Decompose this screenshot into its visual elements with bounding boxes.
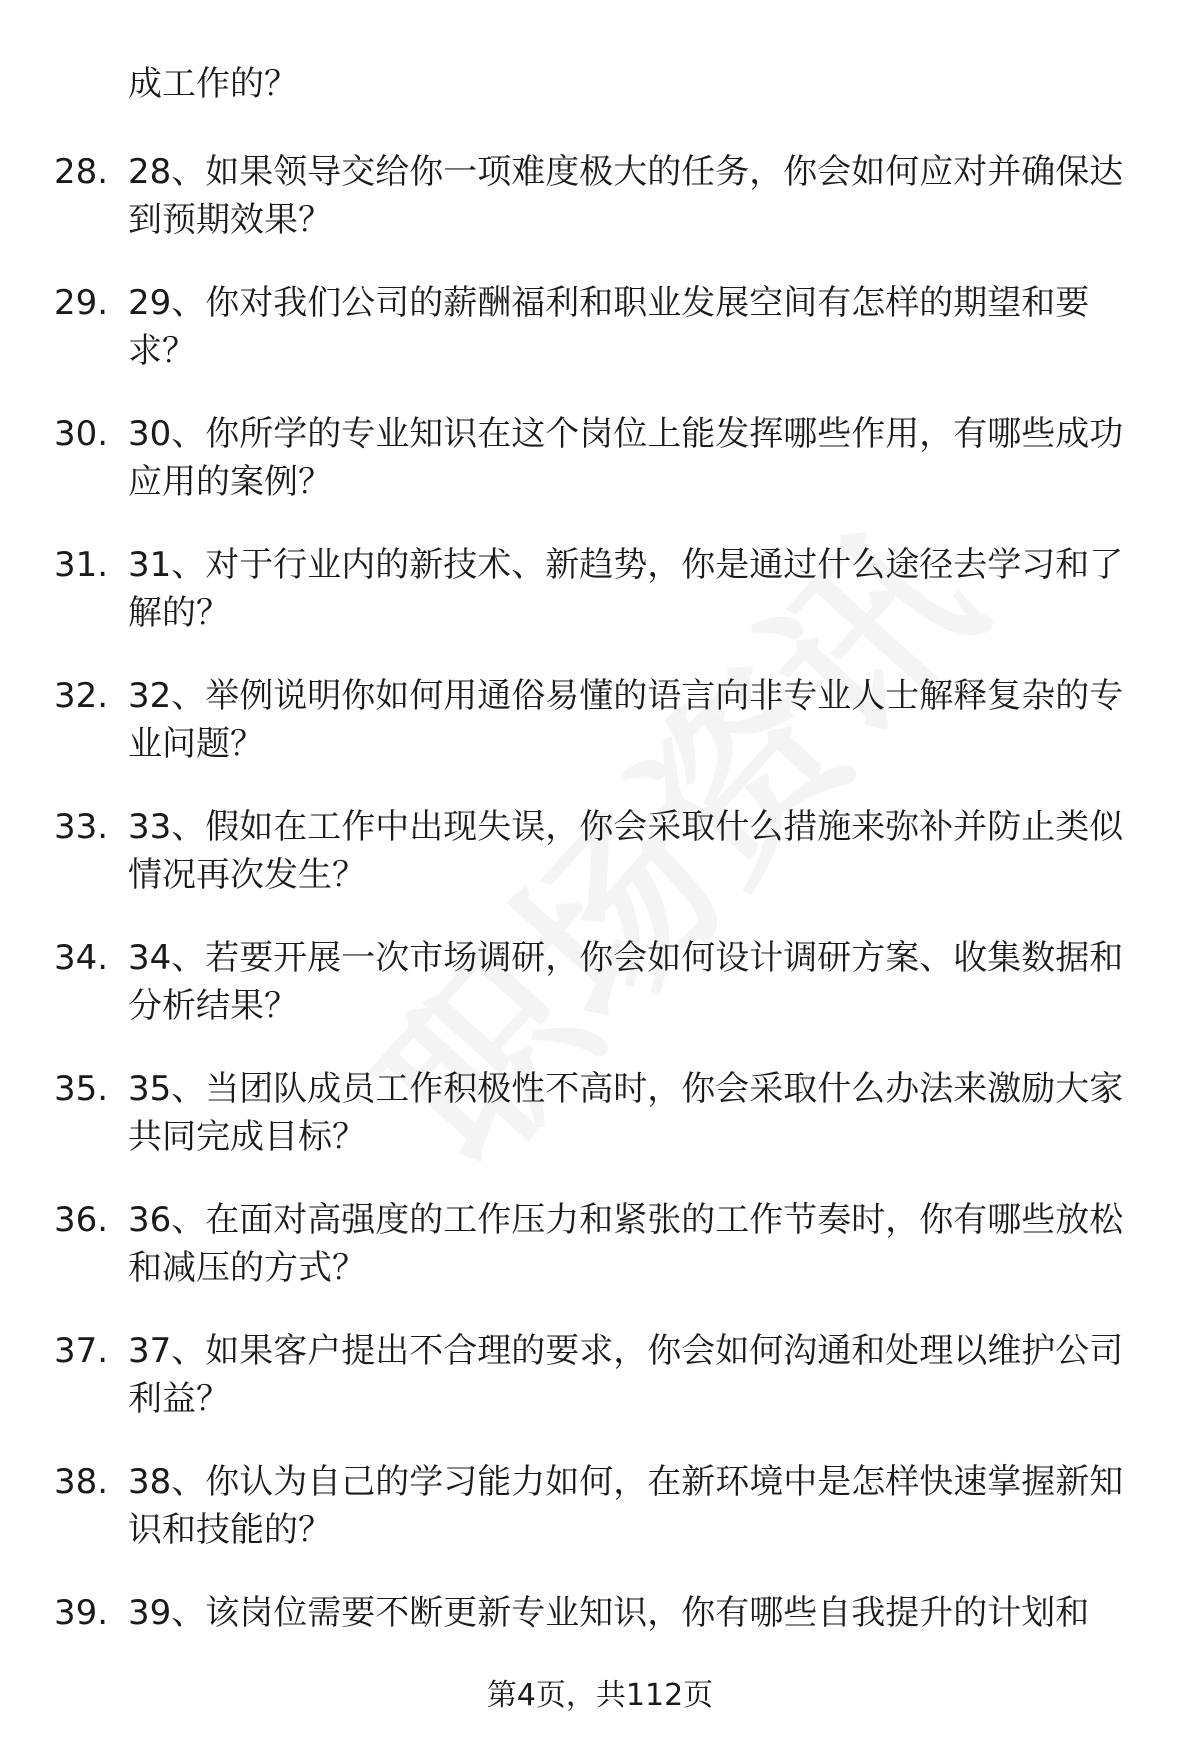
- question-number: 39.: [54, 1593, 109, 1633]
- question-text: 29、你对我们公司的薪酬福利和职业发展空间有怎样的期望和要求？: [128, 283, 1090, 371]
- question-number: 28.: [54, 152, 109, 192]
- question-text: 28、如果领导交给你一项难度极大的任务，你会如何应对并确保达到预期效果？: [128, 152, 1124, 240]
- question-number: 31.: [54, 545, 109, 585]
- question-item: [0, 934, 1200, 1065]
- question-text: 35、当团队成员工作积极性不高时，你会采取什么办法来激励大家共同完成目标？: [128, 1069, 1124, 1157]
- question-item: [0, 148, 1200, 279]
- question-item: [0, 672, 1200, 803]
- question-text: 37、如果客户提出不合理的要求，你会如何沟通和处理以维护公司利益？: [128, 1331, 1124, 1419]
- question-text: 33、假如在工作中出现失误，你会采取什么措施来弥补并防止类似情况再次发生？: [128, 807, 1124, 895]
- question-item: [0, 1196, 1200, 1327]
- question-number: 32.: [54, 676, 109, 716]
- question-text: 38、你认为自己的学习能力如何，在新环境中是怎样快速掌握新知识和技能的？: [128, 1462, 1124, 1550]
- question-text: 30、你所学的专业知识在这个岗位上能发挥哪些作用，有哪些成功应用的案例？: [128, 414, 1124, 502]
- question-list: [0, 148, 1200, 1720]
- question-text: 31、对于行业内的新技术、新趋势，你是通过什么途径去学习和了解的？: [128, 545, 1124, 633]
- question-number: 38.: [54, 1462, 109, 1502]
- question-number: 34.: [54, 938, 109, 978]
- question-text: 34、若要开展一次市场调研，你会如何设计调研方案、收集数据和分析结果？: [128, 938, 1124, 1026]
- continuation-text: 成工作的？: [128, 64, 298, 104]
- question-number: 30.: [54, 414, 109, 454]
- question-item: [0, 541, 1200, 672]
- question-text: 39、该岗位需要不断更新专业知识，你有哪些自我提升的计划和: [128, 1593, 1090, 1633]
- question-text: 32、举例说明你如何用通俗易懂的语言向非专业人士解释复杂的专业问题？: [128, 676, 1124, 764]
- question-number: 37.: [54, 1331, 109, 1371]
- question-item: [0, 1327, 1200, 1458]
- question-number: 35.: [54, 1069, 109, 1109]
- question-number: 36.: [54, 1200, 109, 1240]
- question-text: 36、在面对高强度的工作压力和紧张的工作节奏时，你有哪些放松和减压的方式？: [128, 1200, 1124, 1288]
- question-item: [0, 279, 1200, 410]
- question-number: 29.: [54, 283, 109, 323]
- question-item: [0, 410, 1200, 541]
- question-item: [0, 1458, 1200, 1589]
- question-number: 33.: [54, 807, 109, 847]
- question-item: [0, 1065, 1200, 1196]
- question-item: [0, 803, 1200, 934]
- page-footer: 第4页，共112页: [486, 1678, 714, 1713]
